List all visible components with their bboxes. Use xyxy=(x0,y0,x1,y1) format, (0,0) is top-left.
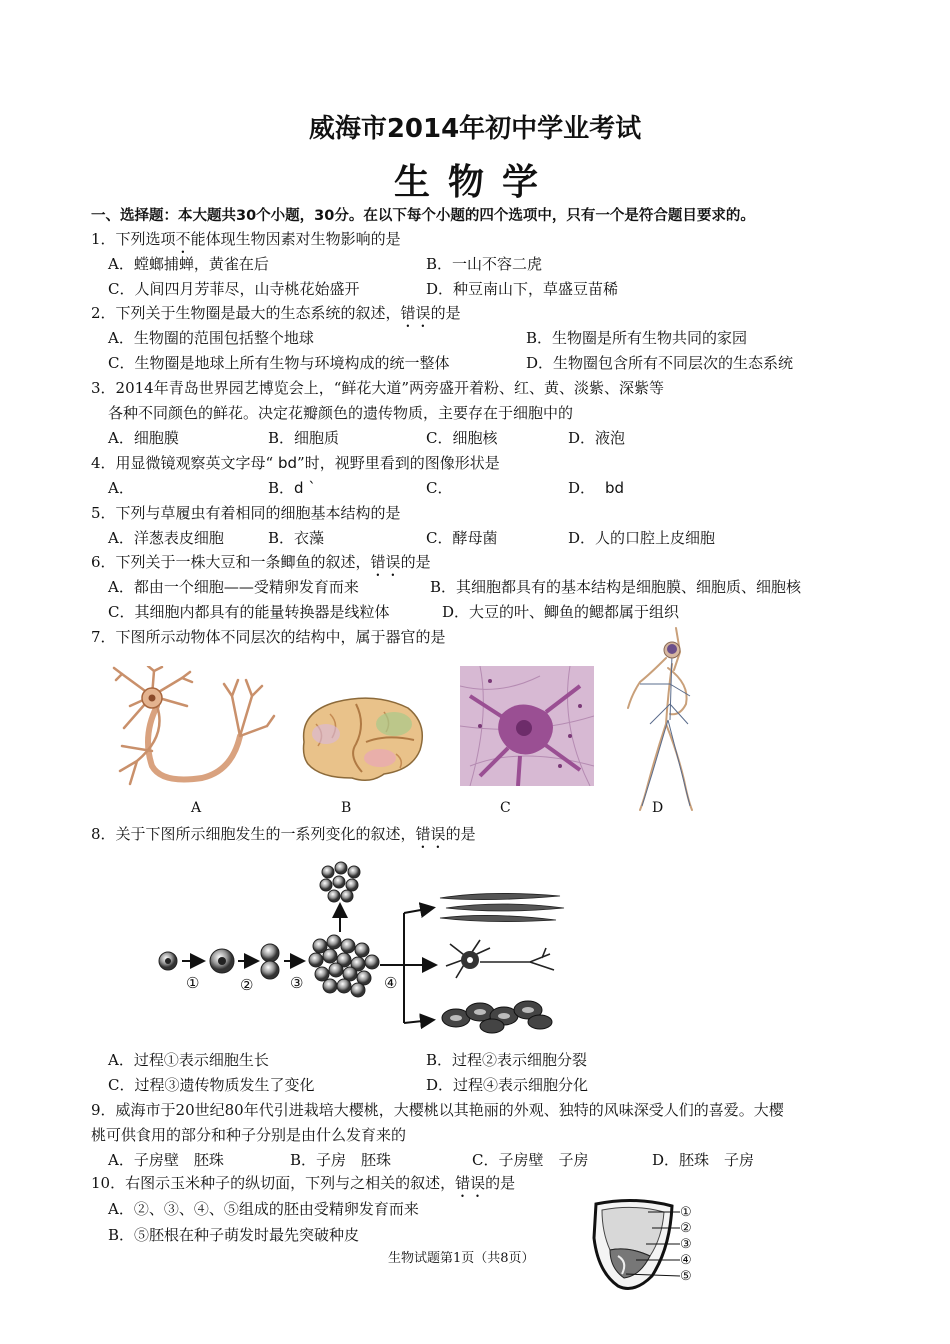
q5-option-a: A．洋葱表皮细胞 xyxy=(108,529,224,547)
question-3-line1: 3．2014年青岛世界园艺博览会上，“鲜花大道”两旁盛开着粉、红、黄、淡紫、深紫等 xyxy=(91,379,665,397)
question-10 xyxy=(91,1172,515,1201)
page-footer: 生物试题第1页（共8页） xyxy=(388,1251,535,1266)
q6-text-post: 的是 xyxy=(400,553,431,571)
q2-option-b: B．生物圈是所有生物共同的家园 xyxy=(526,329,748,347)
nervous-system-illustration xyxy=(620,624,700,814)
q4-option-d-glyph: bd xyxy=(605,479,625,497)
q9-option-d: D．胚珠 子房 xyxy=(652,1151,755,1169)
q8-option-b: B．过程②表示细胞分裂 xyxy=(426,1051,588,1069)
cell-development-diagram xyxy=(150,858,570,1036)
q8-option-d: D．过程④表示细胞分化 xyxy=(426,1076,589,1094)
corn-seed-diagram xyxy=(588,1198,680,1294)
q10-text-post: 的是 xyxy=(485,1174,516,1192)
q10-option-b: B．⑤胚根在种子萌发时最先突破种皮 xyxy=(108,1226,360,1244)
q7-caption-b: B xyxy=(341,800,352,816)
q8-text-post: 的是 xyxy=(445,825,476,843)
q9-option-b: B．子房 胚珠 xyxy=(290,1151,392,1169)
seed-label-3: ③ xyxy=(680,1237,692,1252)
q4-text-pre: 4．用显微镜观察英文字母“ xyxy=(91,454,278,472)
q1-option-d: D．种豆南山下，草盛豆苗稀 xyxy=(426,280,619,298)
q1-emphasis: 不 xyxy=(175,230,191,248)
q4-option-b-label: B． xyxy=(268,479,295,497)
q3-option-b: B．细胞质 xyxy=(268,429,340,447)
q5-option-b: B．衣藻 xyxy=(268,529,325,547)
q1-option-c: C．人间四月芳菲尽，山寺桃花始盛开 xyxy=(108,280,360,298)
q8-option-c: C．过程③遗传物质发生了变化 xyxy=(108,1076,315,1094)
question-8 xyxy=(91,823,476,852)
q4-option-c: C． xyxy=(426,479,453,497)
q2-option-a: A．生物圈的范围包括整个地球 xyxy=(108,329,314,347)
q4-option-b-glyph: d ˋ xyxy=(294,479,316,497)
q1-option-b: B．一山不容二虎 xyxy=(426,255,543,273)
q4-option-a: A． xyxy=(108,479,134,497)
q2-text-post: 的是 xyxy=(430,304,461,322)
question-3-line2: 各种不同颜色的鲜花。决定花瓣颜色的遗传物质，主要存在于细胞中的 xyxy=(108,404,574,422)
q4-option-b xyxy=(268,477,316,498)
q6-option-d: D．大豆的叶、鲫鱼的鳃都属于组织 xyxy=(442,603,680,621)
q2-option-d: D．生物圈包含所有不同层次的生态系统 xyxy=(526,354,794,372)
section-heading: 一、选择题：本大题共30个小题，30分。在以下每个小题的四个选项中，只有一个是符合题目要求的。 xyxy=(91,208,755,224)
neuron-illustration xyxy=(112,666,277,794)
q7-caption-d: D xyxy=(652,800,664,816)
q4-option-d-label: D． xyxy=(568,479,596,497)
q9-option-a: A．子房壁 胚珠 xyxy=(108,1151,224,1169)
nerve-tissue-micrograph xyxy=(460,666,594,786)
question-4 xyxy=(91,452,500,473)
q8-text-pre: 8．关于下图所示细胞发生的一系列变化的叙述， xyxy=(91,825,416,843)
exam-title: 威海市2014年初中学业考试 xyxy=(308,114,642,144)
q6-option-a: A．都由一个细胞——受精卵发育而来 xyxy=(108,578,359,596)
q5-option-c: C．酵母菌 xyxy=(426,529,498,547)
q6-option-c: C．其细胞内都具有的能量转换器是线粒体 xyxy=(108,603,390,621)
q3-option-d: D．液泡 xyxy=(568,429,626,447)
q8-step-4: ④ xyxy=(384,974,398,992)
q3-option-c: C．细胞核 xyxy=(426,429,498,447)
q10-text-pre: 10．右图示玉米种子的纵切面，下列与之相关的叙述， xyxy=(91,1174,456,1192)
subject-title: 生物学 xyxy=(393,162,556,203)
question-9-line2: 桃可供食用的部分和种子分别是由什么发育来的 xyxy=(91,1126,407,1144)
q4-text-post: ”时，视野里看到的图像形状是 xyxy=(297,454,500,472)
seed-label-2: ② xyxy=(680,1221,692,1236)
q10-option-a: A．②、③、④、⑤组成的胚由受精卵发育而来 xyxy=(108,1200,419,1218)
q9-option-c: C．子房壁 子房 xyxy=(472,1151,589,1169)
q1-text-pre: 1．下列选项 xyxy=(91,230,176,248)
q10-emphasis: 错误 xyxy=(455,1174,486,1192)
brain-illustration xyxy=(296,694,428,784)
q6-option-b: B．其细胞都具有的基本结构是细胞膜、细胞质、细胞核 xyxy=(430,578,802,596)
q6-emphasis: 错误 xyxy=(370,553,401,571)
seed-label-5: ⑤ xyxy=(680,1269,692,1284)
seed-label-4: ④ xyxy=(680,1253,692,1268)
q8-step-2: ② xyxy=(240,976,254,994)
q2-emphasis: 错误 xyxy=(400,304,431,322)
q6-text-pre: 6．下列关于一株大豆和一条鲫鱼的叙述， xyxy=(91,553,371,571)
q8-option-a: A．过程①表示细胞生长 xyxy=(108,1051,269,1069)
q4-letters: bd xyxy=(277,454,298,472)
q1-text-post: 能体现生物因素对生物影响的是 xyxy=(190,230,401,248)
question-5: 5．下列与草履虫有着相同的细胞基本结构的是 xyxy=(91,504,401,522)
q8-emphasis: 错误 xyxy=(415,825,446,843)
q5-option-d: D．人的口腔上皮细胞 xyxy=(568,529,716,547)
q7-caption-a: A xyxy=(191,800,202,816)
question-7: 7．下图所示动物体不同层次的结构中，属于器官的是 xyxy=(91,628,446,646)
seed-label-1: ① xyxy=(680,1205,692,1220)
q7-caption-c: C xyxy=(500,800,511,816)
q4-option-d xyxy=(568,477,624,498)
question-9-line1: 9．威海市于20世纪80年代引进栽培大樱桃，大樱桃以其艳丽的外观、独特的风味深受人们的喜爱。大樱 xyxy=(91,1101,784,1119)
q1-option-a: A．螳螂捕蝉，黄雀在后 xyxy=(108,255,269,273)
q3-option-a: A．细胞膜 xyxy=(108,429,179,447)
q2-text-pre: 2．下列关于生物圈是最大的生态系统的叙述， xyxy=(91,304,401,322)
q2-option-c: C．生物圈是地球上所有生物与环境构成的统一整体 xyxy=(108,354,450,372)
q8-step-3: ③ xyxy=(290,974,304,992)
q8-step-1: ① xyxy=(186,974,200,992)
